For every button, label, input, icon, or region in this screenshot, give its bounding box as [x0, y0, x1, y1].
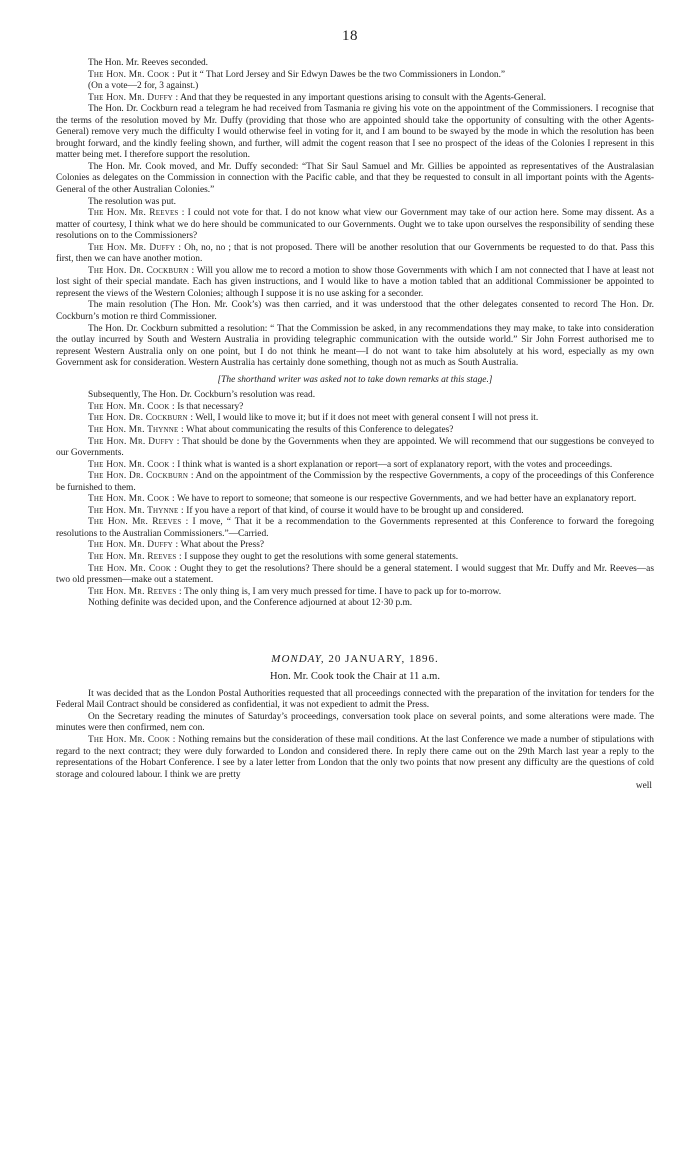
paragraph-text: The Hon. Mr. Reeves seconded. — [88, 58, 209, 68]
paragraph — [56, 93, 654, 105]
speaker-name: The Hon. Mr. Duffy : — [88, 436, 180, 447]
paragraph — [56, 58, 654, 70]
speaker-name: The Hon. Mr. Reeves : — [88, 551, 182, 562]
paragraph — [56, 437, 654, 460]
paragraph — [56, 494, 654, 506]
speaker-name: The Hon. Mr. Cook : — [88, 734, 176, 745]
paragraph-text: Nothing definite was decided upon, and the Conference adjourned at about 12·30 p.m. — [88, 598, 413, 609]
paragraph-text: The main resolution (The Hon. Mr. Cook’s) was then carried, and it was understood that the other delegates consented to record The Hon. Dr. Cockburn’s motion re third Commissioner. — [56, 300, 654, 323]
chair-statement: Hon. Mr. Cook took the Chair at 11 a.m. — [270, 671, 440, 683]
speaker-name: The Hon. Mr. Cook : — [88, 401, 175, 412]
speaker-name: The Hon. Mr. Thynne : — [88, 505, 184, 516]
paragraph-text: We have to report to someone; that someone is our respective Governments, and we had better have an explanatory report. — [174, 494, 637, 505]
paragraph — [56, 689, 654, 712]
paragraph-text: It was decided that as the London Postal Authorities requested that all proceedings connected with the preparation of the invitation for tenders for the Federal Mail Contract should be considered as confidential, it was not expedient to admit the Press. — [56, 688, 654, 711]
paragraph — [56, 517, 654, 540]
paragraph-text: Subsequently, The Hon. Dr. Cockburn’s resolution was read. — [88, 390, 316, 401]
speaker-name: The Hon. Mr. Thynne : — [88, 424, 184, 435]
paragraph-text: What about the Press? — [178, 540, 265, 551]
paragraph-text: And on the appointment of the Commission by the respective Governments, a copy of the proceedings of this Conference be furnished to them. — [56, 471, 654, 493]
speaker-name: The Hon. Mr. Reeves : — [88, 208, 185, 219]
paragraph-text: That should be done by the Governments when they are appointed. We will recommend that our suggestions be conveyed to our Governments. — [56, 436, 655, 459]
paragraph-text: Nothing remains but the consideration of these mail conditions. At the last Conference we made a number of stipulations with regard to the next contract; they were duly forwarded to London and considered there. In reply there came out on the 29th March last year a reply to the representations of the Hobart Conference. I see by a later letter from London that the only two points that now present any difficulty are the questions of cold storage and coloured labour. I think we are pretty — [56, 734, 654, 780]
page-number: 18 — [342, 28, 358, 44]
speaker-name: The Hon. Mr. Duffy : — [88, 92, 179, 103]
speaker-name: The Hon. Mr. Reeves : — [88, 586, 182, 597]
speaker-name: The Hon. Mr. Duffy : — [88, 540, 179, 551]
speaker-name: The Hon. Mr. Duffy : — [88, 242, 182, 253]
paragraph — [56, 564, 654, 587]
paragraph-text: If you have a report of that kind, of course it would have to be brought up and considered. — [183, 505, 524, 516]
paragraph-text: I move, “ That it be a recommendation to the Governments represented at this Conference to forward the foregoing resolutions to the Australian Commissioners.”—Carried. — [56, 517, 654, 539]
paragraph — [56, 70, 654, 82]
paragraph-text: I think what is wanted is a short explanation or report—a sort of explanatory report, with the votes and proceedings. — [174, 459, 613, 470]
paragraph — [56, 197, 654, 209]
paragraph-text: I suppose they ought to get the resolutions with some general statements. — [181, 551, 459, 562]
speaker-name: The Hon. Dr. Cockburn : — [88, 413, 194, 424]
section-day: MONDAY, — [271, 652, 325, 665]
paragraph — [56, 712, 654, 735]
paragraph — [56, 540, 654, 552]
paragraph-text: (On a vote—2 for, 3 against.) — [88, 81, 199, 92]
paragraph — [56, 506, 654, 518]
paragraph-text: The Hon. Dr. Cockburn submitted a resolution: “ That the Commission be asked, in any recommendations they may make, to take into consideration the outlay incurred by South and Western Australia in providing telegraphic communication with the outside world.” Sir John Forrest authorised me to represent Western Australia only on one point, but I do not think he meant—I do not want to take him absolutely at his word, especially as my own Government ask for consideration. Western Australia has certainly done something, though not as much as South Australia. — [56, 323, 654, 369]
paragraph-text: [The shorthand writer was asked not to take down remarks at this stage.] — [217, 374, 493, 385]
section-date: 20 JANUARY, 1896. — [324, 652, 439, 665]
speaker-name: The Hon. Mr. Cook : — [88, 494, 175, 505]
paragraph — [56, 598, 654, 610]
paragraph — [56, 266, 654, 301]
paragraph-text: Well, I would like to move it; but if it does not meet with general consent I will not press it. — [193, 413, 539, 424]
paragraph — [56, 552, 654, 564]
paragraph — [56, 587, 654, 599]
paragraph — [56, 471, 654, 494]
speaker-name: The Hon. Dr. Cockburn : — [88, 471, 194, 482]
document-body — [56, 58, 654, 793]
paragraph-text: The only thing is, I am very much pressed for time. I have to pack up for to-morrow. — [181, 586, 502, 597]
catchword: well — [635, 781, 652, 792]
paragraph-text: What about communicating the results of this Conference to delegates? — [183, 424, 454, 435]
paragraph — [56, 413, 654, 425]
paragraph — [56, 162, 654, 197]
paragraph-text: I could not vote for that. I do not know what view our Government may take of our action here. Some may dissent. As a matter of courtesy, I think what we do here should be communicated to our Governments. Ought we to take upon ourselves the responsibility of sending these resolutions on to the Commissioners? — [56, 208, 655, 242]
paragraph — [56, 324, 654, 370]
paragraph — [56, 425, 654, 437]
paragraph-text: And that they be requested in any important questions arising to consult with the Agents-General. — [178, 92, 546, 103]
paragraph-text: Is that necessary? — [174, 401, 244, 412]
paragraph — [56, 460, 654, 472]
speaker-name: The Hon. Dr. Cockburn : — [88, 265, 195, 276]
speaker-name: The Hon. Mr. Cook : — [88, 459, 175, 470]
paragraph-text: The Hon. Mr. Cook moved, and Mr. Duffy seconded: “That Sir Saul Samuel and Mr. Gillies be appointed as representatives of the Australasian Colonies as delegates on the Commission in connection with the Pacific cable, and that they be requested to consult in all important points with the Agents-General of the other Australian Colonies.” — [56, 161, 654, 196]
paragraph — [56, 300, 654, 323]
paragraph — [56, 243, 654, 266]
speaker-name: The Hon. Mr. Reeves : — [88, 517, 189, 528]
paragraph-text: Ought they to get the resolutions? There should be a general statement. I would suggest that Mr. Duffy and Mr. Reeves—as two old pressmen—make out a statement. — [56, 563, 654, 586]
paragraph-text: Will you allow me to record a motion to show those Governments with which I am not connected that I have at least not lost sight of their special mandate. Each has given instructions, and I would like to have a motion tabled that an additional Commissioner be appointed to represent the views of the Western Colonies; although I suppose it is no use asking for a seconder. — [56, 265, 654, 299]
paragraph — [56, 104, 654, 162]
proceedings-section-monday — [56, 689, 654, 781]
paragraph-text: Put it “ That Lord Jersey and Sir Edwyn Dawes be the two Commissioners in London.” — [174, 69, 506, 80]
paragraph-text: The Hon. Dr. Cockburn read a telegram he had received from Tasmania re giving his vote on the appointment of the Commissioners. I recognise that the terms of the resolution moved by Mr. Duffy (providing that those who are appointed should take the opportunity of consulting with the other Agents-General) remove very much the difficulty I would otherwise feel in voting for it, and I am bound to be swayed by the mode in which the resolution has been brought forward, and the kindly feeling shown, and further, will admit the cogent reason that I see no prospect of the ideas of the Colonies I represent in this matter being met. I therefore support the resolution. — [56, 104, 654, 161]
paragraph — [56, 402, 654, 414]
paragraph — [56, 208, 654, 243]
proceedings-section-saturday — [56, 58, 654, 610]
speaker-name: The Hon. Mr. Cook : — [88, 69, 175, 80]
paragraph — [56, 735, 654, 781]
speaker-name: The Hon. Mr. Cook : — [88, 563, 178, 574]
editorial-note — [56, 375, 654, 387]
paragraph — [56, 390, 654, 402]
section-heading — [56, 654, 654, 666]
paragraph-text: On the Secretary reading the minutes of Saturday’s proceedings, conversation took place on several points, and some alterations were made. The minutes were then confirmed, nem con. — [56, 711, 654, 734]
paragraph-text: Oh, no, no ; that is not proposed. There will be another resolution that our Governments be requested to do that. Pass this first, then we can have another motion. — [56, 242, 655, 265]
paragraph-text: The resolution was put. — [88, 196, 177, 207]
paragraph — [56, 81, 654, 93]
